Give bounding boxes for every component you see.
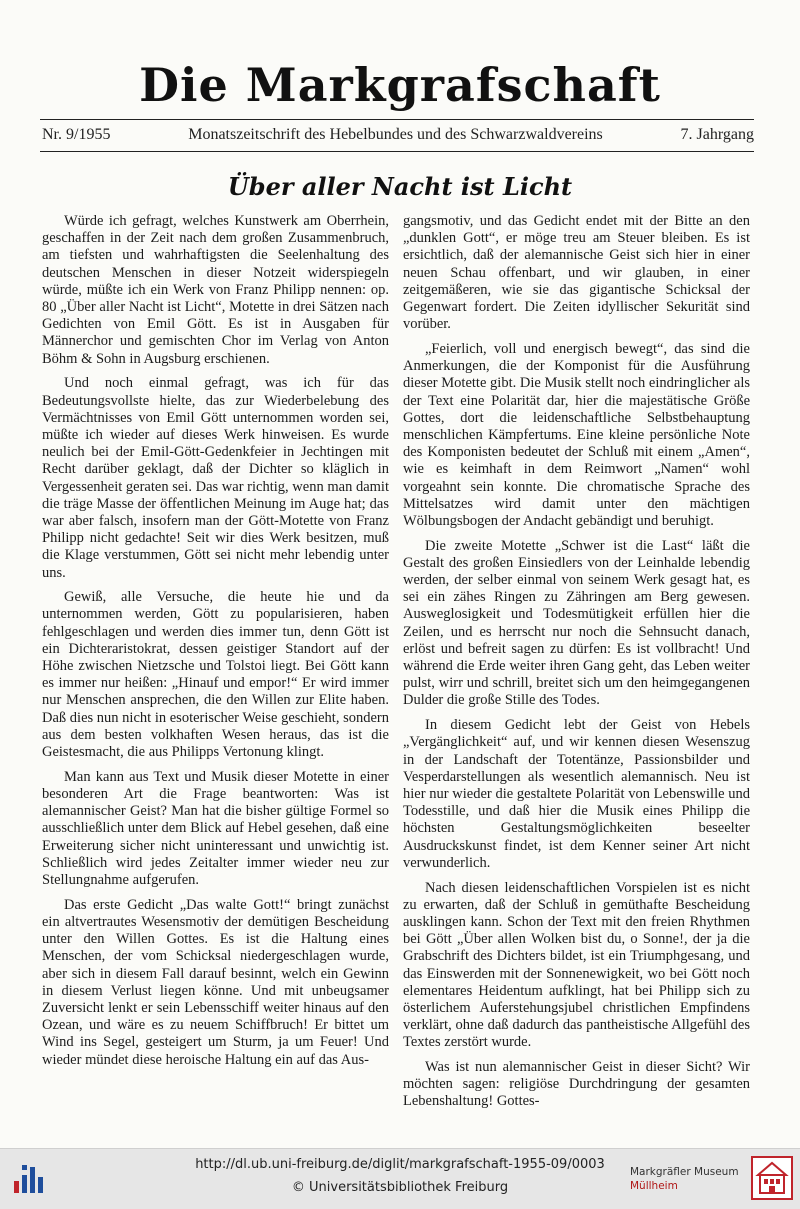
paragraph: Gewiß, alle Versuche, die heute hie und da unternommen werden, Gött zu popularisieren, haben fehlgeschlagen und werden dies immer tun, denn Gött ist ein Dichteraristokrat, dessen geistiger Standort auf der Höhe zwischen Nietzsche und Tolstoi liegt. Bei Gött kann es immer nur heißen: „Hinauf und empor!“ Er wird immer nur Menschen ansprechen, die den Willen zur Elite haben. Daß dies nun nicht in esoterischer Weise geschieht, sondern aus dem besten volkhaften Wesen heraus, das ist die Geistesmacht, die aus Philipps Vertonung klingt.: [42, 589, 389, 761]
article-title: Über aller Nacht ist Licht: [227, 172, 573, 201]
paragraph: Das erste Gedicht „Das walte Gott!“ bringt zunächst ein altvertrautes Wesensmotiv der demütigen Bescheidung unter den Willen Gottes. Es ist die Haltung eines Menschen, der vom Schicksal niedergeschlagen wurde, aber sich in diesem Fall darauf besinnt, welch ein Gewinn in diesem Verlust liegen könne. Und mit unbeugsamer Zuversicht lenkt er sein Lebensschiff weiter hinaus auf den Ozean, und wäre es zu neuem Schiffbruch! Er bittet um Wind ins Segel, gesteigert um Sturm, ja um Feuer! Und wieder mündet diese heroische Haltung ein auf das Aus-: [42, 896, 389, 1068]
paragraph: „Feierlich, voll und energisch bewegt“, das sind die Anmerkungen, die der Komponist für die Ausführung dieser Motette gibt. Die Musik stellt noch eindringlicher als der Text eine Polarität dar, hier die majestätische Größe Gottes, dort die leidenschaftliche Selbstbehauptung menschlichen Kämpfertums. Eine kleine persönliche Note des Komponisten bedeutet der Schluß mit einem „Amen“, wie es keimhaft in dem Reimwort „Namen“ wohl vorgeahnt sein konnte. Die chromatische Sprache des Mittelsatzes wird damit unter den mächtigen Wölbungsbogen der Andacht gebändigt und beruhigt.: [403, 340, 750, 529]
museum-city: Müllheim: [630, 1180, 678, 1192]
masthead-info-row: [42, 126, 754, 144]
masthead-title: Die Markgrafschaft: [139, 58, 661, 112]
article-column-left: [42, 213, 389, 1076]
masthead-rule-top: [40, 119, 754, 120]
copyright-notice: © Universitätsbibliothek Freiburg: [291, 1180, 509, 1195]
paragraph: Würde ich gefragt, welches Kunstwerk am Oberrhein, geschaffen in der Zeit nach dem großen Zusammenbruch, am tiefsten und wahrhaftigsten die Seelenhaltung des deutschen Menschen in dieser Notzeit widerspiegeln würde, müßte ich ein Werk von Franz Philipp nennen: op. 80 „Über aller Nacht ist Licht“, Motette in drei Sätzen nach Gedichten von Emil Gött. Es ist in Ausgaben für Männerchor und gemischten Chor im Verlag von Anton Böhm & Sohn in Augsburg erschienen.: [42, 213, 389, 367]
paragraph: gangsmotiv, und das Gedicht endet mit der Bitte an den „dunklen Gott“, er möge treu am Steuer bleiben. Es ist ersichtlich, daß der alemannische Geist sich hier in einer neuen Schau offenbart, und wir glauben, in einer zeitgemäßeren, wie sie das gigantische Schicksal der Gegenwart fordert. Die Zeiten idyllischer Sekurität sind vorüber.: [403, 213, 750, 333]
viewer-footer: [0, 1148, 800, 1209]
volume-label: 7. Jahrgang: [680, 126, 754, 143]
article-column-right: [403, 213, 750, 1118]
publication-subtitle: Monatszeitschrift des Hebelbundes und des Schwarzwaldvereins: [188, 126, 603, 143]
museum-building-logo-icon[interactable]: [750, 1155, 794, 1201]
masthead-rule-bottom: [40, 151, 754, 152]
paragraph: Und noch einmal gefragt, was ich für das Bedeutungsvollste hielte, das zur Wiederbelebung des Vermächtnisses von Emil Gött unternommen worden sei, müßte ich wieder auf dieses Werk hinweisen. Es wurde neulich bei der Emil-Gött-Gedenkfeier in Jechtingen mit Recht darüber geklagt, daß der Dichter so kläglich in Vergessenheit geraten sei. Das war richtig, wenn man damit die träge Masse der öffentlichen Meinung im Auge hat; das war aber falsch, insofern man der Gött-Motette von Franz Philipp nicht gedachte! Seit wir dies Werk besitzen, muß die Klage verstummen, Gött sei nicht mehr lebendig unter uns.: [42, 375, 389, 581]
paragraph: Die zweite Motette „Schwer ist die Last“ läßt die Gestalt des großen Einsiedlers von der Leinhalde lebendig werden, der selber einmal von seinem Werk gesagt hat, es sei ein zähes Ringen zu Zähringen am Berg gewesen. Ausweglosigkeit und Todesmütigkeit erfüllen hier die Zeilen, und es herrscht nur noch die Sehnsucht danach, erlöst und befreit sagen zu dürfen: Es ist vollbracht! Und während die Erde weiter ihren Gang geht, das Leben weiter pulst, wirr und schrill, breitet sich um den heimgegangenen Dulder die große Stille des Todes.: [403, 537, 750, 709]
paragraph: Was ist nun alemannischer Geist in dieser Sicht? Wir möchten sagen: religiöse Durchdringung der gesamten Lebenshaltung! Gottes-: [403, 1059, 750, 1110]
museum-label: [630, 1165, 748, 1193]
paragraph: Man kann aus Text und Musik dieser Motette in einer besonderen Art die Frage beantworten: Was ist alemannischer Geist? Man hat die bisher gültige Formel so ausschließlich unter dem Blick auf Hebel gesehen, daß eine Erweiterung sicher nicht uninteressant und unwichtig ist. Schließlich wird jedes Zeitalter immer wieder neu zur Stellungnahme aufgerufen.: [42, 768, 389, 889]
museum-name: Markgräfler Museum: [630, 1166, 739, 1178]
paragraph: In diesem Gedicht lebt der Geist von Hebels „Vergänglichkeit“ auf, und wir kennen diesen Wesenszug in der Landschaft der Totentänze, Passionsbilder und Vesperdarstellungen als wesentlich alemannisch. Neu ist hier nur wieder die gestaltete Polarität von Lebenswille und Todesstille, und daß hier die Musik eines Philipp die höchsten Gestaltungsmöglichkeiten beseelter Ausdruckskunst findet, ist dem Kenner seiner Art nicht verwunderlich.: [403, 717, 750, 871]
issue-number: Nr. 9/1955: [42, 126, 111, 143]
paragraph: Nach diesen leidenschaftlichen Vorspielen ist es nicht zu erwarten, daß der Schluß in gemüthafte Bescheidung ausklingen kann. Schon der Text mit den freien Rhythmen bei Gött „Über allen Wolken bist du, o Sonne!, der ja die Grabschrift des Dichters bildet, ist ein Triumphgesang, und das Einswerden mit der Sonnenewigkeit, wo bei Gött noch elementares Heidentum aufklingt, hat bei Philipp sich zu österlichem Auferstehungsjubel christlichen Empfindens verklärt, ohne daß dadurch das pantheistische Allgefühl des Textes zerstört wurde.: [403, 879, 750, 1051]
permalink-url[interactable]: http://dl.ub.uni-freiburg.de/diglit/markgrafschaft-1955-09/0003: [195, 1157, 605, 1172]
